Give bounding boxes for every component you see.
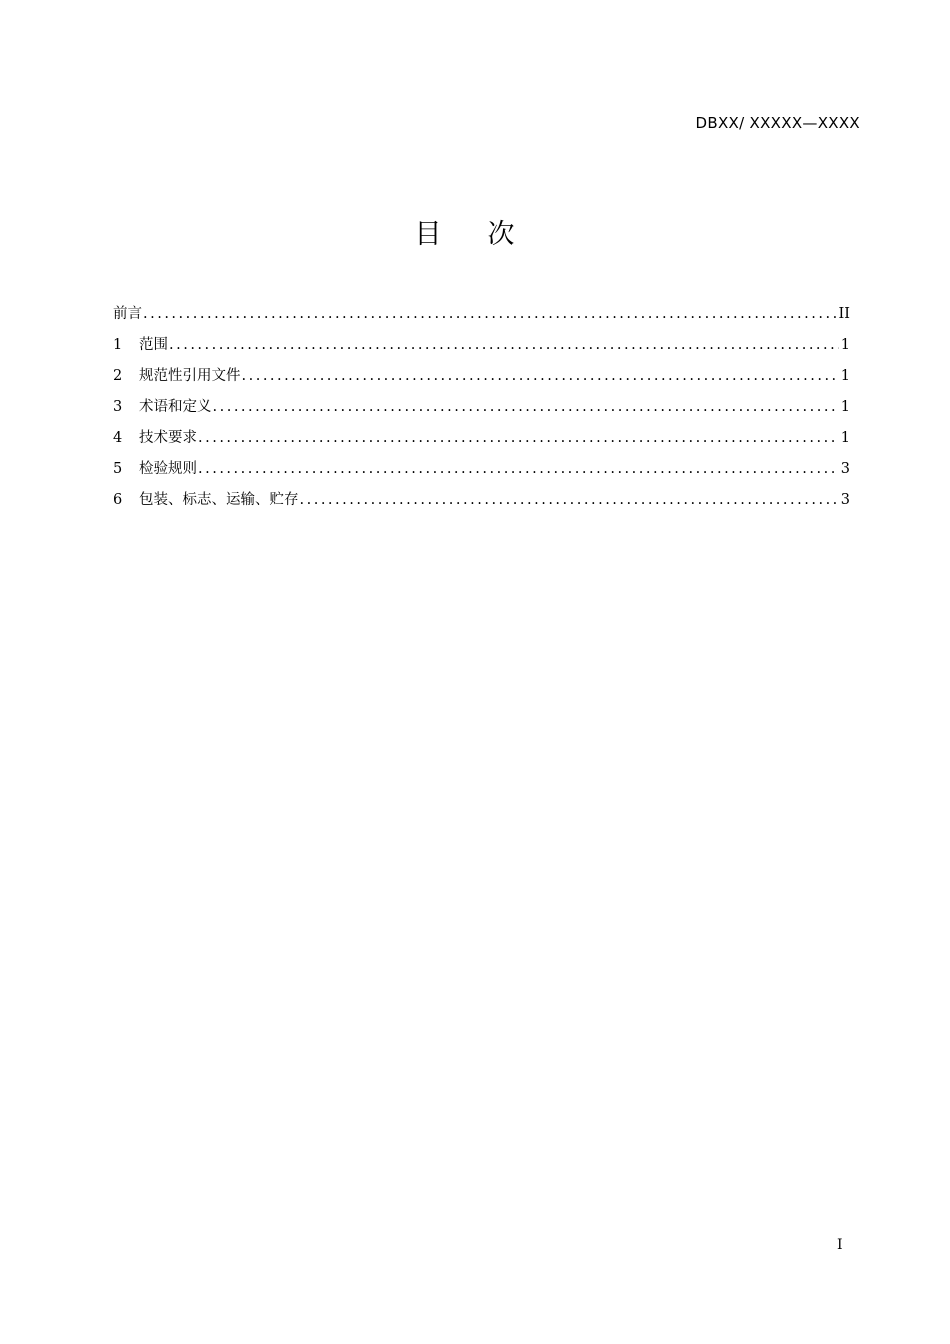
toc-dot-leader: [143, 302, 837, 326]
toc-entry-foreword[interactable]: [113, 302, 850, 333]
toc-entry-title: 包装、标志、运输、贮存: [139, 492, 299, 508]
toc-entry-title: 规范性引用文件: [139, 368, 241, 384]
toc-entry-page: 1: [840, 399, 850, 415]
toc-entry-title: 检验规则: [139, 461, 197, 477]
toc-entry-inspection-rules[interactable]: [113, 457, 850, 488]
toc-entry-terms-definitions[interactable]: [113, 395, 850, 426]
toc-list: [113, 302, 850, 519]
toc-entry-number: 3: [113, 399, 123, 415]
toc-entry-page: II: [838, 306, 850, 322]
toc-entry-page: 1: [840, 430, 850, 446]
toc-dot-leader: [169, 333, 839, 357]
page-number: I: [837, 1237, 843, 1253]
toc-entry-page: 3: [840, 492, 850, 508]
toc-dot-leader: [300, 488, 839, 512]
toc-dot-leader: [198, 426, 839, 450]
toc-entry-number: 2: [113, 368, 123, 384]
toc-entry-normative-references[interactable]: [113, 364, 850, 395]
toc-entry-number: 1: [113, 337, 123, 353]
toc-entry-page: 1: [840, 337, 850, 353]
toc-entry-title: 范围: [139, 337, 168, 353]
toc-dot-leader: [198, 457, 839, 481]
toc-entry-page: 1: [840, 368, 850, 384]
toc-entry-packaging-marking-transport-storage[interactable]: [113, 488, 850, 519]
toc-dot-leader: [213, 395, 839, 419]
toc-entry-scope[interactable]: [113, 333, 850, 364]
toc-entry-number: 4: [113, 430, 123, 446]
toc-entry-number: 6: [113, 492, 123, 508]
toc-entry-title: 术语和定义: [139, 399, 212, 415]
toc-entry-page: 3: [840, 461, 850, 477]
document-code: DBXX/ XXXXX—XXXX: [695, 114, 860, 132]
toc-entry-number: 5: [113, 461, 123, 477]
toc-title: 目次: [414, 219, 561, 250]
toc-dot-leader: [242, 364, 839, 388]
toc-entry-title: 技术要求: [139, 430, 197, 446]
toc-entry-technical-requirements[interactable]: [113, 426, 850, 457]
toc-entry-title: 前言: [113, 306, 142, 322]
